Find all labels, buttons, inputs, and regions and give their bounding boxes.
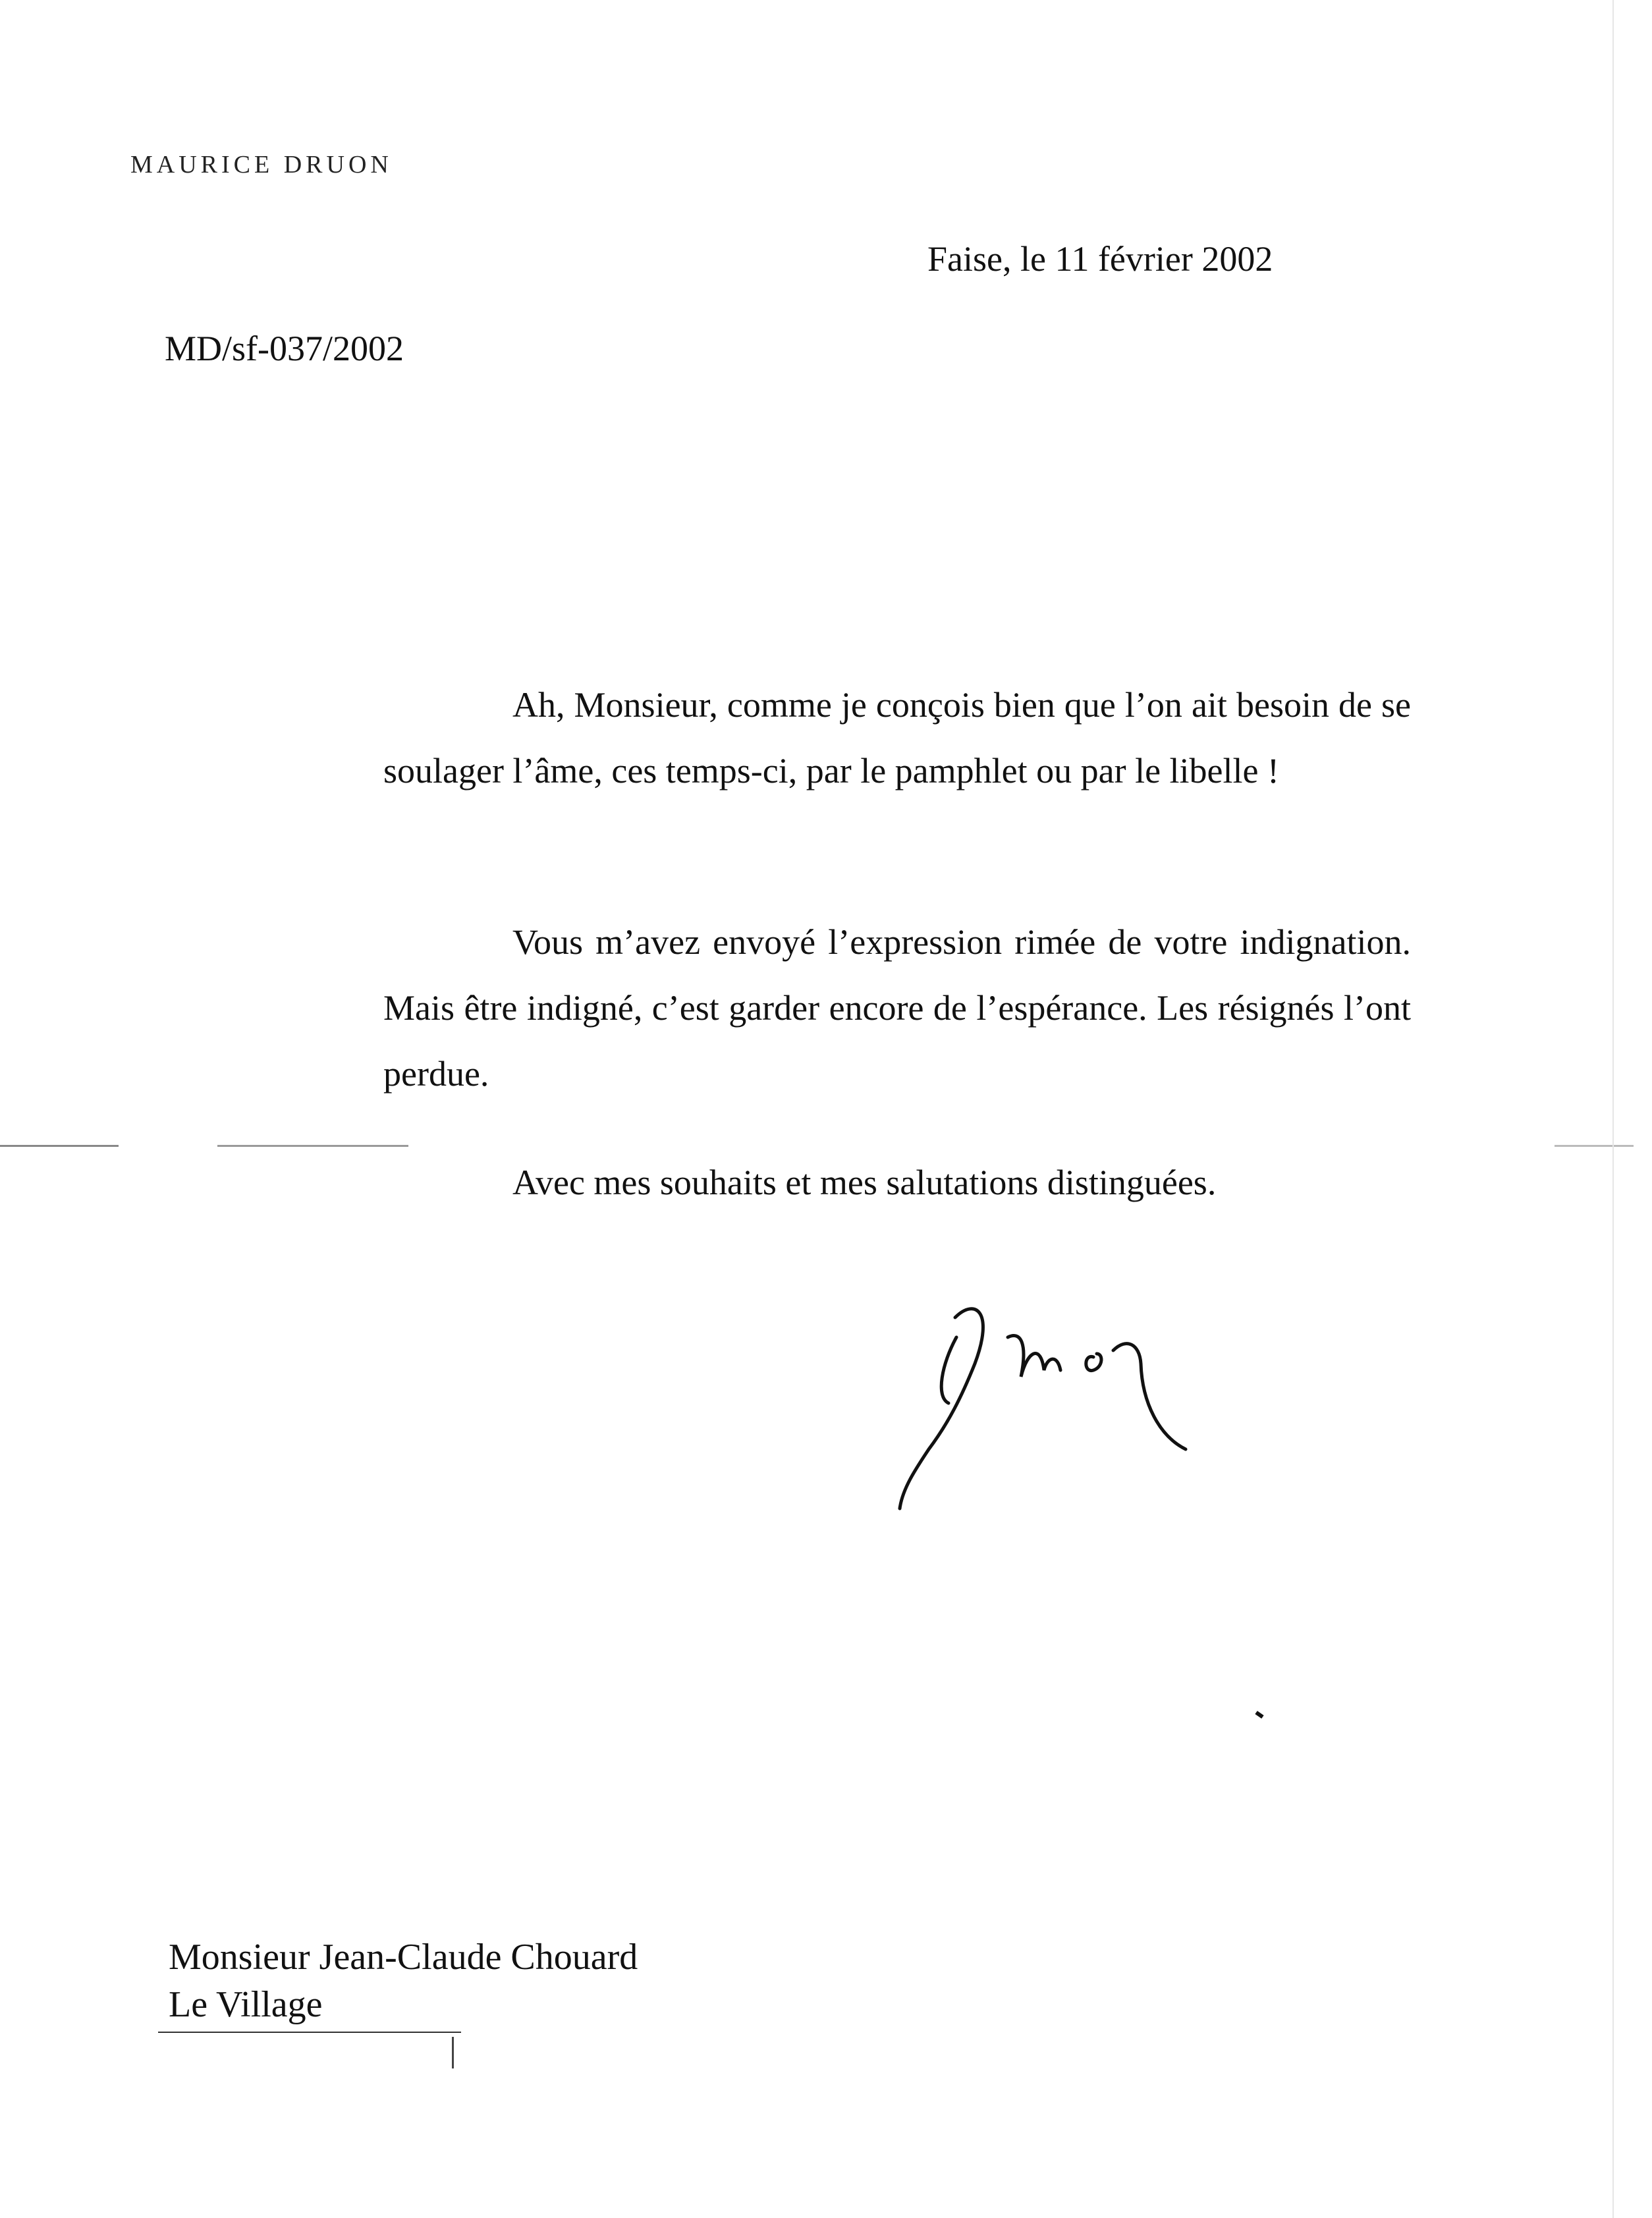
signature (896, 1291, 1238, 1522)
address-tick (452, 2037, 454, 2068)
page-edge (1612, 0, 1614, 2218)
letter-date: Faise, le 11 février 2002 (927, 239, 1273, 279)
recipient-address (169, 1933, 638, 2028)
paragraph-2: Vous m’avez envoyé l’expression rimée de votre indignation. Mais être indigné, c’est garder encore de l’espérance. Les résignés l’ont perdue. (383, 922, 1411, 1094)
paragraph-1: Ah, Monsieur, comme je conçois bien que l’on ait besoin de se soulager l’âme, ces temps-ci, par le pamphlet ou par le libelle ! (383, 685, 1411, 790)
reference-number: MD/sf-037/2002 (165, 329, 404, 368)
recipient-name: Monsieur Jean-Claude Chouard (169, 1937, 638, 1978)
fold-line (0, 1145, 1652, 1147)
address-rule (158, 2032, 461, 2033)
recipient-address-line: Le Village (169, 1984, 323, 2025)
letterhead: MAURICE DRUON (130, 151, 393, 179)
closing-line: Avec mes souhaits et mes salutations distinguées. (512, 1163, 1217, 1202)
ink-speck (1255, 1711, 1263, 1719)
